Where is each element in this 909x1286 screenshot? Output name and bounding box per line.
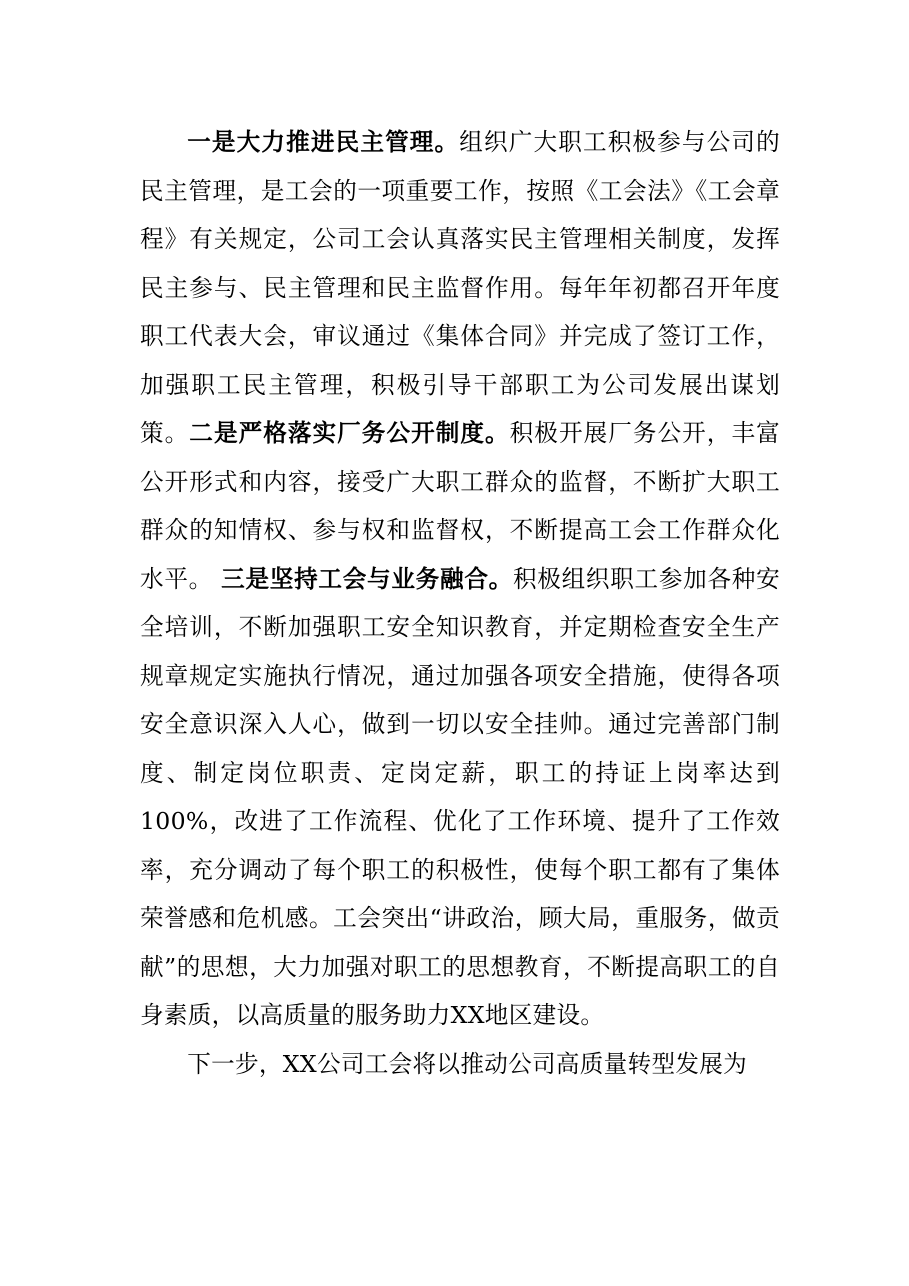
point-3-body: 积极组织职工参加各种安全培训，不断加强职工安全知识教育，并定期检查安全生产规章规定实施执行情况，通过加强各项安全措施，使得各项安全意识深入人心，做到一切以安全挂帅。通过完善部门制度、制定岗位职责、定岗定薪，职工的持证上岗率达到100%，改进了工作流程、优化了工作环境、提升了工作效率，充分调动了每个职工的积极性，使每个职工都有了集体荣誉感和危机感。工会突出“讲政治，顾大局，重服务，做贡献”的思想，大力加强对职工的思想教育，不断提高职工的自身素质，以高质量的服务助力XX地区建设。 bbox=[140, 564, 780, 1029]
point-1-heading: 一是大力推进民主管理。 bbox=[187, 128, 460, 156]
paragraph-democratic-management bbox=[140, 118, 780, 1040]
point-2-heading: 二是严格落实厂务公开制度。 bbox=[189, 419, 510, 447]
point-2-body: 积极开展厂务公开，丰富公开形式和内容，接受广大职工群众的监督，不断扩大职工群众的知情权、参与权和监督权，不断提高工会工作群众化水平。 bbox=[140, 419, 780, 593]
point-3-heading: 三是坚持工会与业务融合。 bbox=[221, 564, 513, 593]
paragraph-next-step bbox=[140, 1040, 780, 1089]
document-body bbox=[140, 118, 780, 1088]
point-1-body: 组织广大职工积极参与公司的民主管理，是工会的一项重要工作，按照《工会法》《工会章程》有关规定，公司工会认真落实民主管理相关制度，发挥民主参与、民主管理和民主监督作用。每年年初都召开年度职工代表大会，审议通过《集体合同》并完成了签订工作，加强职工民主管理，积极引导干部职工为公司发展出谋划策。 bbox=[140, 128, 780, 447]
next-step-text: 下一步，XX公司工会将以推动公司高质量转型发展为 bbox=[187, 1049, 748, 1078]
